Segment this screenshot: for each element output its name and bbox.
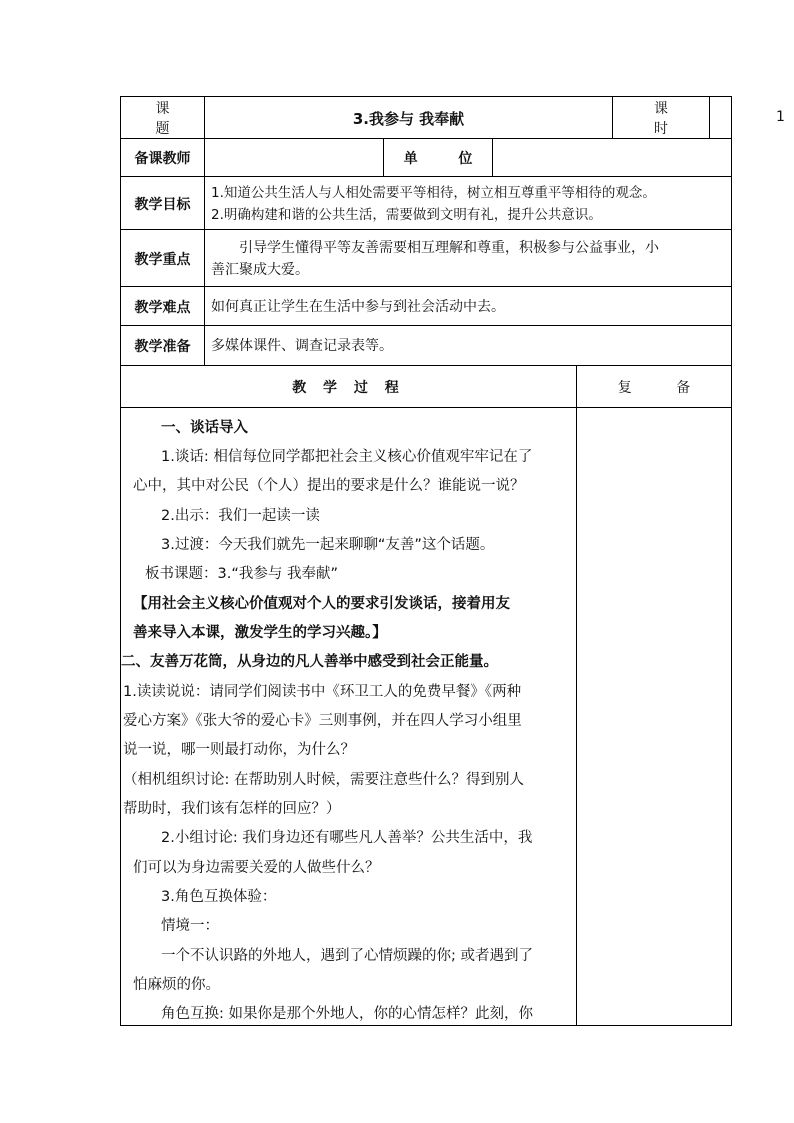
process-line: 帮助时，我们该有怎样的回应？） bbox=[123, 801, 341, 817]
difficulty-label: 教学难点 bbox=[134, 299, 191, 316]
difficulty-row bbox=[120, 286, 732, 326]
period-value: 1 bbox=[776, 109, 785, 125]
process-line: 3.角色互换体验： bbox=[161, 889, 277, 905]
preparation-row bbox=[120, 325, 732, 366]
section-heading-1: 一、谈话导入 bbox=[161, 420, 248, 436]
preparation-label: 教学准备 bbox=[134, 339, 191, 355]
design-note: 善来导入本课，激发学生的学习兴趣。】 bbox=[133, 625, 387, 641]
process-line: 1.谈话: 相信每位同学都把社会主义核心价值观牢牢记在了 bbox=[161, 449, 533, 465]
process-line: 爱心方案》《张大爷的爱心卡》三则事例，并在四人学习小组里 bbox=[123, 713, 522, 729]
topic-label: 课 题 bbox=[155, 101, 186, 137]
process-line: 2.出示：我们一起读一读 bbox=[161, 508, 320, 524]
teacher-label: 备课教师 bbox=[134, 151, 191, 167]
process-body-row bbox=[120, 407, 732, 1026]
section-heading-2: 二、友善万花筒，从身边的凡人善举中感受到社会正能量。 bbox=[121, 654, 498, 670]
process-line: 2.小组讨论: 我们身边还有哪些凡人善举？公共生活中，我 bbox=[161, 830, 533, 846]
key-points-row bbox=[120, 229, 732, 287]
process-line: 说一说，哪一则最打动你，为什么？ bbox=[123, 742, 355, 758]
process-line: 1.读读说说：请同学们阅读书中《环卫工人的免费早餐》《两种 bbox=[123, 684, 522, 700]
difficulty-text: 如何真正让学生在生活中参与到社会活动中去。 bbox=[211, 298, 505, 315]
key-line-2: 善汇聚成大爱。 bbox=[211, 261, 309, 278]
key-points-label: 教学重点 bbox=[134, 251, 191, 268]
process-line: 怕麻烦的你。 bbox=[133, 977, 220, 993]
process-line: 角色互换: 如果你是那个外地人，你的心情怎样？此刻，你 bbox=[161, 1006, 533, 1022]
goal-line-1: 1.知道公共生活人与人相处需要平等相待，树立相互尊重平等相待的观念。 bbox=[211, 184, 656, 201]
process-line: 一个不认识路的外地人，遇到了心情烦躁的你; 或者遇到了 bbox=[161, 948, 533, 964]
topic-value: 3.我参与 我奉献 bbox=[352, 109, 465, 128]
notes-column bbox=[576, 408, 732, 1026]
period-label: 课 时 bbox=[654, 101, 684, 137]
goals-row bbox=[120, 176, 732, 230]
goals-label: 教学目标 bbox=[134, 196, 191, 213]
process-header-row bbox=[120, 365, 732, 408]
goal-line-2: 2.明确构建和谐的公共生活，需要做到文明有礼，提升公共意识。 bbox=[211, 206, 602, 223]
preparation-text: 多媒体课件、调查记录表等。 bbox=[211, 338, 393, 354]
notes-heading: 复 备 bbox=[617, 380, 711, 396]
teacher-row bbox=[120, 138, 732, 177]
key-line-1: 引导学生懂得平等友善需要相互理解和尊重，积极参与公益事业，小 bbox=[239, 239, 659, 256]
process-line: 心中，其中对公民（个人）提出的要求是什么？谁能说一说？ bbox=[133, 478, 525, 494]
process-line: （相机组织讨论: 在帮助别人时候，需要注意些什么？得到别人 bbox=[123, 772, 524, 788]
process-content bbox=[120, 408, 576, 1026]
process-line: 们可以为身边需要关爱的人做些什么？ bbox=[133, 860, 380, 876]
process-line: 3.过渡：今天我们就先一起来聊聊“友善”这个话题。 bbox=[161, 537, 495, 553]
process-line: 情境一： bbox=[161, 918, 219, 934]
process-line: 板书课题：3.“我参与 我奉献” bbox=[145, 566, 338, 582]
design-note: 【用社会主义核心价值观对个人的要求引发谈话，接着用友 bbox=[133, 596, 510, 612]
unit-label: 单 位 bbox=[403, 151, 491, 167]
process-heading: 教 学 过 程 bbox=[292, 380, 405, 396]
